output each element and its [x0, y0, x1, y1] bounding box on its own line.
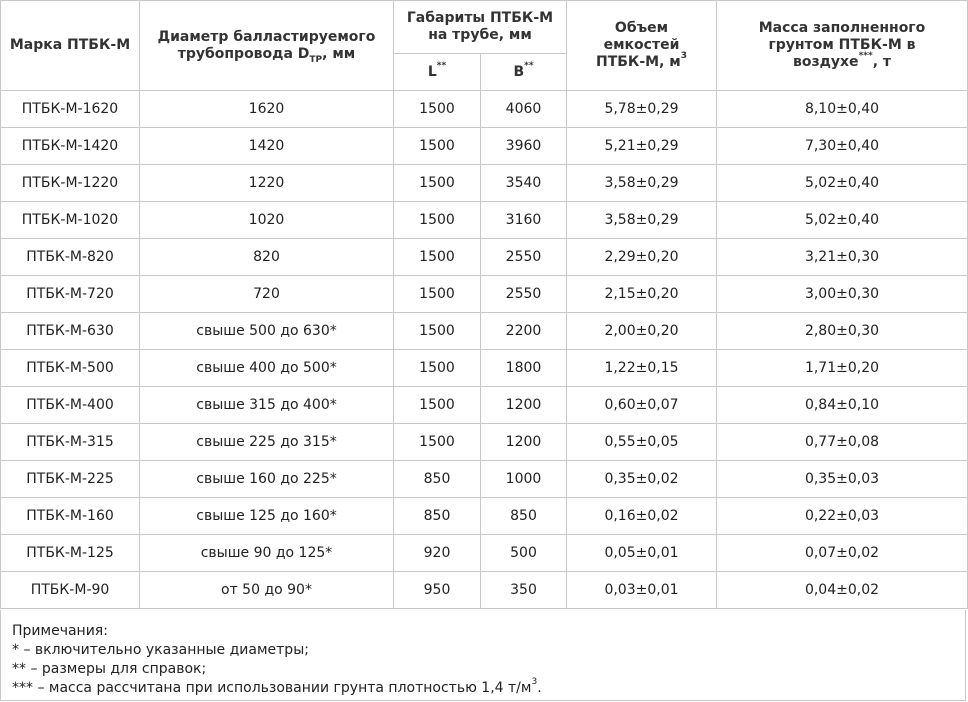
- cell-volume: 3,58±0,29: [567, 165, 717, 202]
- header-brand: Марка ПТБК-М: [1, 1, 140, 91]
- cell-brand: ПТБК-М-1420: [1, 128, 140, 165]
- cell-diameter: свыше 225 до 315*: [140, 424, 394, 461]
- table-row: [1, 202, 968, 239]
- cell-diameter: свыше 400 до 500*: [140, 350, 394, 387]
- cell-dim-b: 850: [481, 498, 567, 535]
- cell-mass: 2,80±0,30: [717, 313, 968, 350]
- cell-volume: 2,00±0,20: [567, 313, 717, 350]
- cell-dim-l: 1500: [394, 350, 481, 387]
- cell-mass: 3,00±0,30: [717, 276, 968, 313]
- cell-brand: ПТБК-М-1220: [1, 165, 140, 202]
- cell-dim-l: 1500: [394, 165, 481, 202]
- cell-dim-b: 1800: [481, 350, 567, 387]
- cell-dim-b: 1200: [481, 387, 567, 424]
- cell-volume: 0,16±0,02: [567, 498, 717, 535]
- cell-mass: 7,30±0,40: [717, 128, 968, 165]
- cell-diameter: 820: [140, 239, 394, 276]
- cell-dim-b: 2200: [481, 313, 567, 350]
- table-row: [1, 350, 968, 387]
- header-dimensions: Габариты ПТБК-М на трубе, мм: [394, 1, 567, 54]
- table-row: [1, 387, 968, 424]
- header-diameter: Диаметр балластируемого трубопровода $D_{ТР}$, мм: [140, 1, 394, 91]
- cell-diameter: свыше 315 до 400*: [140, 387, 394, 424]
- table-row: [1, 239, 968, 276]
- table-row: [1, 91, 968, 128]
- cell-mass: 0,22±0,03: [717, 498, 968, 535]
- cell-volume: 1,22±0,15: [567, 350, 717, 387]
- cell-brand: ПТБК-М-90: [1, 572, 140, 609]
- cell-dim-b: 3960: [481, 128, 567, 165]
- table-header: [1, 1, 968, 91]
- cell-diameter: от 50 до 90*: [140, 572, 394, 609]
- cell-diameter: 1020: [140, 202, 394, 239]
- cell-mass: 0,35±0,03: [717, 461, 968, 498]
- cell-volume: 2,15±0,20: [567, 276, 717, 313]
- note-3: *** – масса рассчитана при использовании грунта плотностью 1,4 $т/м^3$.: [12, 677, 542, 696]
- note-2: ** – размеры для справок;: [12, 661, 207, 677]
- cell-brand: ПТБК-М-225: [1, 461, 140, 498]
- cell-dim-l: 920: [394, 535, 481, 572]
- cell-brand: ПТБК-М-820: [1, 239, 140, 276]
- cell-dim-l: 1500: [394, 202, 481, 239]
- table-row: [1, 165, 968, 202]
- cell-mass: 0,07±0,02: [717, 535, 968, 572]
- cell-brand: ПТБК-М-500: [1, 350, 140, 387]
- cell-dim-l: 1500: [394, 276, 481, 313]
- cell-diameter: 720: [140, 276, 394, 313]
- header-mass: Масса заполненного грунтом ПТБК-М в воздухе***, т: [717, 1, 968, 91]
- header-volume: Объем емкостей ПТБК-М, $м^3$: [567, 1, 717, 91]
- cell-volume: 0,35±0,02: [567, 461, 717, 498]
- cell-brand: ПТБК-М-400: [1, 387, 140, 424]
- cell-volume: 0,03±0,01: [567, 572, 717, 609]
- note-1: * – включительно указанные диаметры;: [12, 642, 309, 658]
- cell-dim-l: 1500: [394, 313, 481, 350]
- cell-diameter: 1420: [140, 128, 394, 165]
- cell-diameter: свыше 500 до 630*: [140, 313, 394, 350]
- table-row: [1, 572, 968, 609]
- cell-diameter: 1620: [140, 91, 394, 128]
- cell-volume: 5,78±0,29: [567, 91, 717, 128]
- cell-volume: 3,58±0,29: [567, 202, 717, 239]
- cell-dim-b: 2550: [481, 276, 567, 313]
- cell-volume: 0,55±0,05: [567, 424, 717, 461]
- cell-dim-l: 950: [394, 572, 481, 609]
- cell-volume: 0,05±0,01: [567, 535, 717, 572]
- cell-volume: 0,60±0,07: [567, 387, 717, 424]
- cell-dim-b: 4060: [481, 91, 567, 128]
- cell-brand: ПТБК-М-125: [1, 535, 140, 572]
- table-row: [1, 498, 968, 535]
- cell-mass: 1,71±0,20: [717, 350, 968, 387]
- cell-brand: ПТБК-М-1020: [1, 202, 140, 239]
- cell-dim-l: 1500: [394, 128, 481, 165]
- cell-diameter: 1220: [140, 165, 394, 202]
- cell-dim-b: 1200: [481, 424, 567, 461]
- cell-brand: ПТБК-М-630: [1, 313, 140, 350]
- header-dim-b: B**: [481, 54, 567, 91]
- cell-dim-b: 3160: [481, 202, 567, 239]
- cell-mass: 3,21±0,30: [717, 239, 968, 276]
- cell-dim-b: 2550: [481, 239, 567, 276]
- cell-mass: 5,02±0,40: [717, 165, 968, 202]
- cell-dim-l: 1500: [394, 91, 481, 128]
- table-row: [1, 535, 968, 572]
- notes-title: Примечания:: [12, 623, 108, 639]
- table-body: [1, 91, 968, 609]
- cell-mass: 8,10±0,40: [717, 91, 968, 128]
- cell-dim-l: 1500: [394, 239, 481, 276]
- cell-dim-b: 350: [481, 572, 567, 609]
- cell-mass: 5,02±0,40: [717, 202, 968, 239]
- cell-diameter: свыше 160 до 225*: [140, 461, 394, 498]
- table-row: [1, 313, 968, 350]
- notes-block: [0, 610, 966, 701]
- cell-brand: ПТБК-М-315: [1, 424, 140, 461]
- table-row: [1, 276, 968, 313]
- cell-brand: ПТБК-М-720: [1, 276, 140, 313]
- cell-dim-b: 3540: [481, 165, 567, 202]
- cell-brand: ПТБК-М-160: [1, 498, 140, 535]
- table-row: [1, 461, 968, 498]
- table-row: [1, 128, 968, 165]
- cell-volume: 2,29±0,20: [567, 239, 717, 276]
- cell-dim-b: 500: [481, 535, 567, 572]
- table-row: [1, 424, 968, 461]
- cell-dim-l: 1500: [394, 387, 481, 424]
- cell-dim-b: 1000: [481, 461, 567, 498]
- cell-mass: 0,04±0,02: [717, 572, 968, 609]
- cell-dim-l: 850: [394, 498, 481, 535]
- cell-mass: 0,77±0,08: [717, 424, 968, 461]
- cell-diameter: свыше 90 до 125*: [140, 535, 394, 572]
- cell-diameter: свыше 125 до 160*: [140, 498, 394, 535]
- cell-mass: 0,84±0,10: [717, 387, 968, 424]
- cell-dim-l: 850: [394, 461, 481, 498]
- cell-dim-l: 1500: [394, 424, 481, 461]
- cell-brand: ПТБК-М-1620: [1, 91, 140, 128]
- cell-volume: 5,21±0,29: [567, 128, 717, 165]
- header-dim-l: L**: [394, 54, 481, 91]
